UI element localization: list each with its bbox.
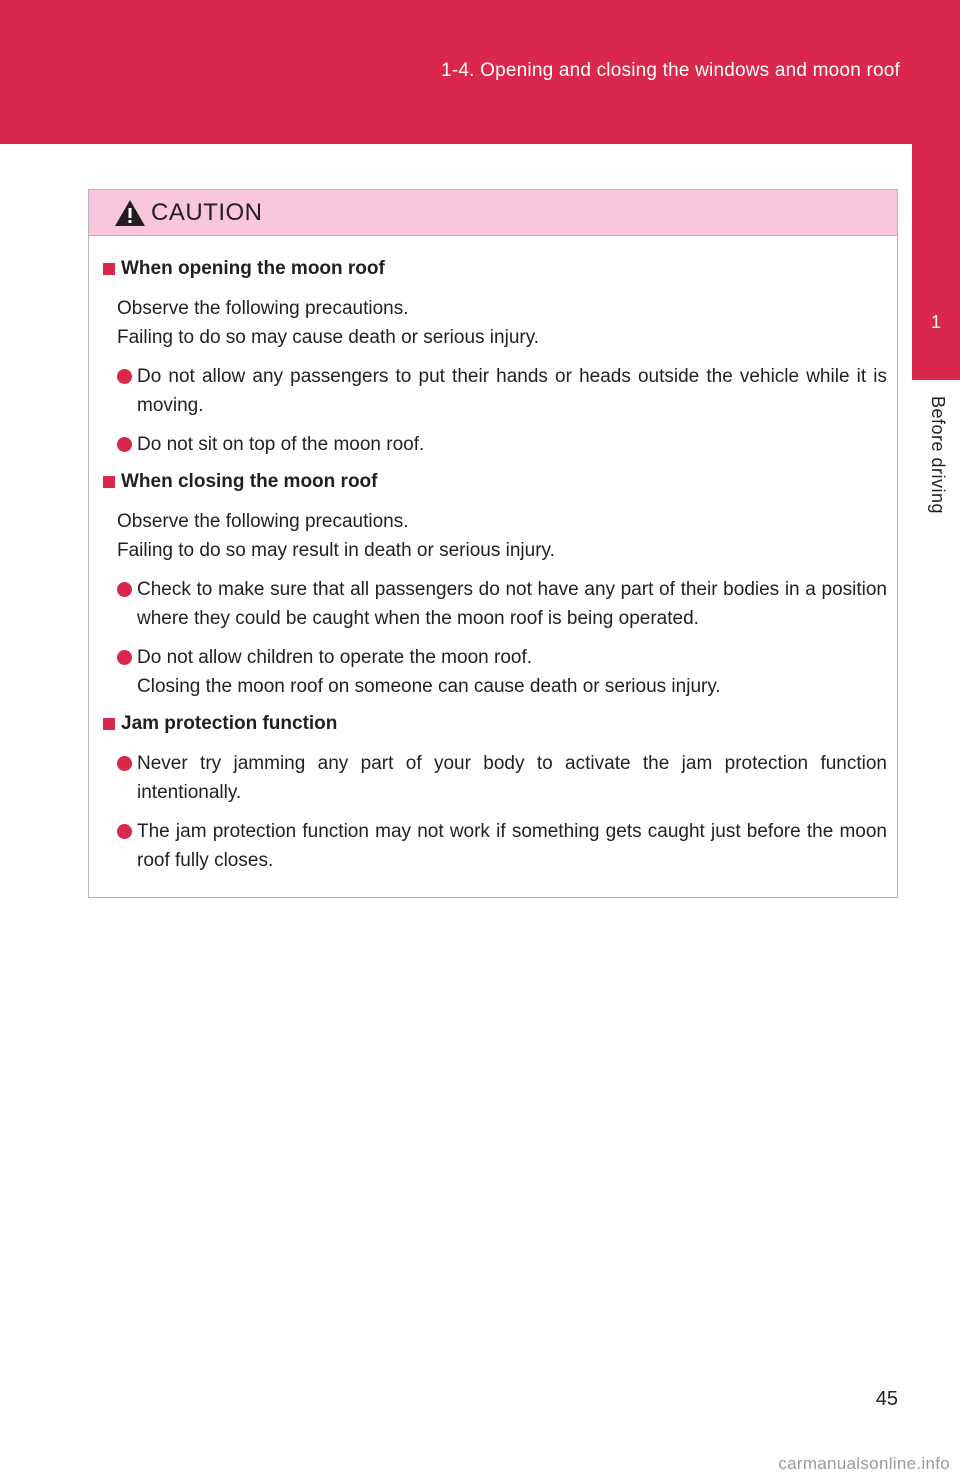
list-item: Do not sit on top of the moon roof. xyxy=(99,430,887,459)
section-intro: Observe the following precautions. Failing to do so may result in death or serious injury. xyxy=(117,511,555,561)
section-heading: When closing the moon roof xyxy=(99,469,887,495)
section-heading: When opening the moon roof xyxy=(99,256,887,282)
section-title: 1-4. Opening and closing the windows and moon roof xyxy=(441,60,900,81)
square-bullet-icon xyxy=(103,263,115,275)
square-bullet-icon xyxy=(103,718,115,730)
page-header xyxy=(0,0,960,144)
round-bullet-icon xyxy=(117,437,132,452)
section-heading: Jam protection function xyxy=(99,711,887,737)
list-item: Do not allow any passengers to put their hands or heads outside the vehicle while it is moving. xyxy=(99,362,887,420)
caution-box xyxy=(88,189,898,898)
page-number: 45 xyxy=(875,1388,898,1410)
caution-section xyxy=(99,256,887,459)
list-item: Never try jamming any part of your body to activate the jam protection function intentionally. xyxy=(99,749,887,807)
list-item: Do not allow children to operate the moon roof. Closing the moon roof on someone can cause death or serious injury. xyxy=(99,643,887,701)
caution-section xyxy=(99,711,887,875)
section-intro: Observe the following precautions. Failing to do so may cause death or serious injury. xyxy=(117,298,540,348)
round-bullet-icon xyxy=(117,650,132,665)
round-bullet-icon xyxy=(117,824,132,839)
caution-body xyxy=(89,236,897,875)
chapter-label: Before driving xyxy=(928,396,948,515)
chapter-number: 1 xyxy=(930,312,941,332)
list-item: The jam protection function may not work if something gets caught just before the moon roof fully closes. xyxy=(99,817,887,875)
chapter-tab xyxy=(912,144,960,380)
square-bullet-icon xyxy=(103,476,115,488)
round-bullet-icon xyxy=(117,756,132,771)
round-bullet-icon xyxy=(117,369,132,384)
round-bullet-icon xyxy=(117,582,132,597)
watermark: carmanualsonline.info xyxy=(778,1454,950,1473)
caution-section xyxy=(99,469,887,701)
list-item: Check to make sure that all passengers do not have any part of their bodies in a position where they could be caught when the moon roof is being operated. xyxy=(99,575,887,633)
warning-triangle-icon xyxy=(113,198,147,228)
caution-title: CAUTION xyxy=(151,198,263,226)
caution-header xyxy=(89,190,897,236)
